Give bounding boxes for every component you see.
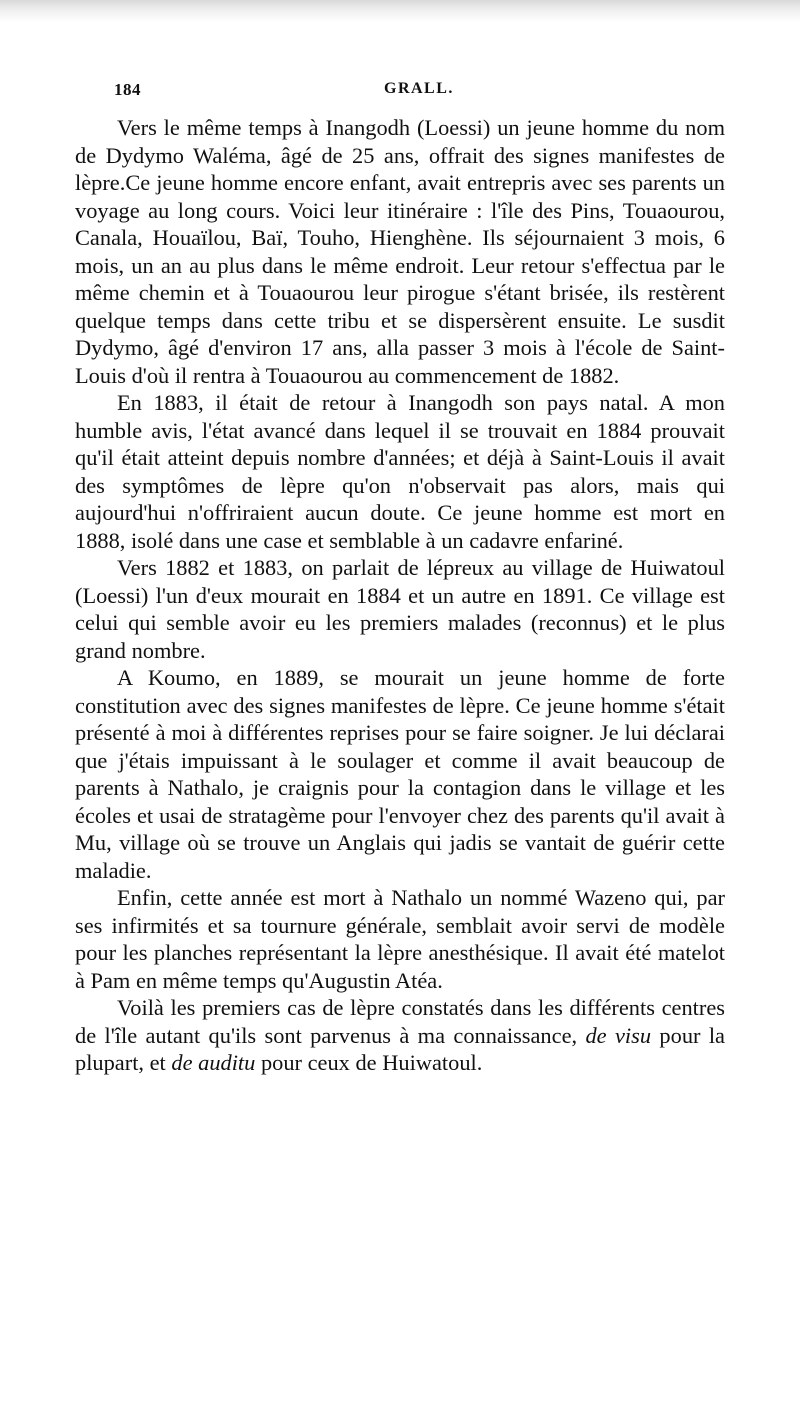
scan-edge-shadow xyxy=(0,0,800,22)
running-head: GRALL. xyxy=(384,80,454,97)
paragraph-5: Enfin, cette année est mort à Nathalo un nommé Wazeno qui, par ses infirmités et sa tournure générale, semblait avoir servi de modèle pour les planches représentant la lèpre anesthésique. Il avait été matelot à Pam en même temps qu'Augustin Atéa. xyxy=(75,885,725,993)
paragraph-3: Vers 1882 et 1883, on parlait de lépreux au village de Huiwatoul (Loessi) l'un d'eux mourait en 1884 et un autre en 1891. Ce village est celui qui semble avoir eu les premiers malades (reconnus) et le plus grand nombre. xyxy=(75,555,725,663)
paragraph-2: En 1883, il était de retour à Inangodh son pays natal. A mon humble avis, l'état avancé dans lequel il se trouvait en 1884 prouvait qu'il était atteint depuis nombre d'années; et déjà à Saint-Louis il avait des symptômes de lèpre qu'on n'observait pas alors, mais qui aujourd'hui n'offriraient aucun doute. Ce jeune homme est mort en 1888, isolé dans une case et semblable à un cadavre enfariné. xyxy=(75,390,725,553)
italic-de-visu: de visu xyxy=(585,1022,652,1048)
paragraph-1: Vers le même temps à Inangodh (Loessi) un jeune homme du nom de Dydymo Waléma, âgé de 25 ans, offrait des signes manifestes de lèpre.Ce jeune homme encore enfant, avait entrepris avec ses parents un voyage au long cours. Voici leur itinéraire : l'île des Pins, Touaourou, Canala, Houaïlou, Baï, Touho, Hienghène. Ils séjournaient 3 mois, 6 mois, un an au plus dans le même endroit. Leur retour s'effectua par le même chemin et à Touaourou leur pirogue s'étant brisée, ils restèrent quelque temps dans cette tribu et se dispersèrent ensuite. Le susdit Dydymo, âgé d'environ 17 ans, alla passer 3 mois à l'école de Saint-Louis d'où il rentra à Touaourou au commencement de 1882. xyxy=(75,115,725,388)
paragraph-6-text-c: pour ceux de Huiwatoul. xyxy=(260,1050,483,1075)
paragraph-6 xyxy=(75,994,725,1077)
page-header xyxy=(0,80,800,110)
paragraph-6-text-b: pour la plupart, et xyxy=(75,1022,725,1075)
body-text xyxy=(75,114,725,1077)
italic-de-auditu: de auditu xyxy=(171,1050,256,1075)
page-number: 184 xyxy=(114,80,141,99)
paragraph-4: A Koumo, en 1889, se mourait un jeune homme de forte constitution avec des signes manifestes de lèpre. Ce jeune homme s'était présenté à moi à différentes reprises pour se faire soigner. Je lui déclarai que j'étais impuissant à le soulager et comme il avait beaucoup de parents à Nathalo, je craignis pour la contagion dans le village et les écoles et usai de stratagème pour l'envoyer chez des parents qu'il avait à Mu, village où se trouve un Anglais qui jadis se vantait de guérir cette maladie. xyxy=(75,665,725,883)
paragraph-6-text-a: Voilà les premiers cas de lèpre constatés dans les différents centres de l'île autant qu'ils sont parvenus à ma connaissance, xyxy=(75,995,725,1048)
